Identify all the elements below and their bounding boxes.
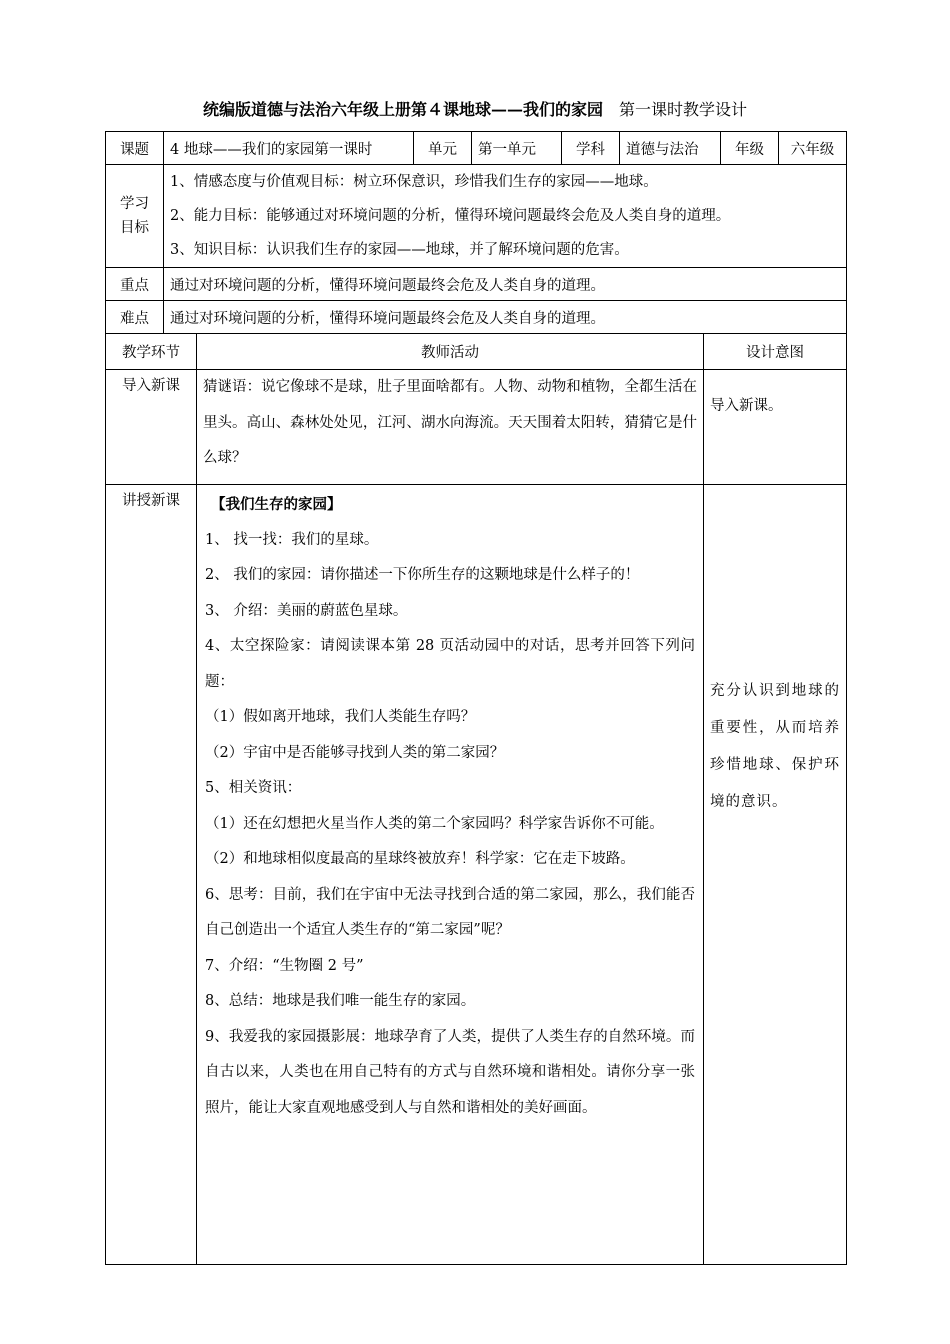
nianji-value: 六年级 bbox=[779, 132, 847, 165]
danyuan-label: 单元 bbox=[414, 132, 472, 165]
header-activity: 教师活动 bbox=[197, 334, 704, 370]
teach-item-4-2: （2）宇宙中是否能够寻找到人类的第二家园？ bbox=[205, 744, 505, 761]
nandian-value: 通过对环境问题的分析，懂得环境问题最终会危及人类自身的道理。 bbox=[164, 301, 847, 334]
danyuan-value: 第一单元 bbox=[472, 132, 562, 165]
lesson-info-table bbox=[105, 131, 847, 334]
teach-intent: 充分认识到地球的重要性，从而培养珍惜地球、保护环境的意识。 bbox=[704, 485, 847, 1265]
intro-intent: 导入新课。 bbox=[704, 370, 847, 485]
goals-label-1: 学习 bbox=[120, 196, 149, 212]
header-stage: 教学环节 bbox=[106, 334, 197, 370]
nandian-row bbox=[106, 301, 847, 334]
keti-label: 课题 bbox=[106, 132, 164, 165]
nianji-label: 年级 bbox=[721, 132, 779, 165]
goals-label-2: 目标 bbox=[120, 220, 149, 236]
teach-item-5: 5、相关资讯： bbox=[205, 780, 302, 796]
goal-3: 3、知识目标：认识我们生存的家园——地球，并了解环境问题的危害。 bbox=[170, 242, 629, 258]
keti-value: 4 地球——我们的家园第一课时 bbox=[164, 132, 414, 165]
document-title bbox=[0, 98, 950, 122]
teach-item-4-1: （1）假如离开地球，我们人类能生存吗？ bbox=[205, 709, 476, 725]
teach-item-1: 1、 找一找：我们的星球。 bbox=[205, 531, 379, 548]
zhongdian-label: 重点 bbox=[106, 268, 164, 301]
teaching-process-table bbox=[105, 333, 847, 1265]
nandian-label: 难点 bbox=[106, 301, 164, 334]
header-intent: 设计意图 bbox=[704, 334, 847, 370]
intro-activity: 猜谜语：说它像球不是球，肚子里面啥都有。人物、动物和植物，全都生活在里头。高山、森林处处见，江河、湖水向海流。天天围着太阳转，猜猜它是什么球？ bbox=[197, 370, 704, 485]
teach-item-8: 8、总结：地球是我们唯一能生存的家园。 bbox=[205, 993, 476, 1009]
teach-item-5-2: （2）和地球相似度最高的星球终被放弃！科学家：它在走下坡路。 bbox=[205, 851, 635, 867]
intro-row bbox=[106, 370, 847, 485]
xueke-value: 道德与法治 bbox=[620, 132, 721, 165]
teach-item-6: 6、思考：目前，我们在宇宙中无法寻找到合适的第二家园，那么，我们能否自己创造出一个适宜人类生存的“第二家园”呢？ bbox=[205, 886, 695, 938]
goals-row bbox=[106, 165, 847, 268]
teach-item-9: 9、我爱我的家园摄影展：地球孕育了人类，提供了人类生存的自然环境。而自古以来，人类也在用自己特有的方式与自然环境和谐相处。请你分享一张照片，能让大家直观地感受到人与自然和谐相处的美好画面。 bbox=[205, 1028, 695, 1116]
goals-label bbox=[106, 165, 164, 268]
zhongdian-row bbox=[106, 268, 847, 301]
teach-item-3: 3、 介绍：美丽的蔚蓝色星球。 bbox=[205, 602, 408, 619]
teach-heading: 【我们生存的家园】 bbox=[211, 496, 342, 513]
title-main: 统编版道德与法治六年级上册第４课地球——我们的家园 bbox=[202, 100, 603, 119]
teach-item-2: 2、 我们的家园：请你描述一下你所生存的这颗地球是什么样子的！ bbox=[205, 567, 640, 583]
xueke-label: 学科 bbox=[562, 132, 620, 165]
process-header-row bbox=[106, 334, 847, 370]
title-sub: 第一课时教学设计 bbox=[619, 100, 748, 119]
goal-1: 1、情感态度与价值观目标：树立环保意识，珍惜我们生存的家园——地球。 bbox=[170, 174, 658, 190]
intro-stage: 导入新课 bbox=[106, 370, 197, 485]
teach-stage: 讲授新课 bbox=[106, 485, 197, 1265]
teach-activity bbox=[197, 485, 704, 1265]
teach-row bbox=[106, 485, 847, 1265]
zhongdian-value: 通过对环境问题的分析，懂得环境问题最终会危及人类自身的道理。 bbox=[164, 268, 847, 301]
goal-2: 2、能力目标：能够通过对环境问题的分析，懂得环境问题最终会危及人类自身的道理。 bbox=[170, 208, 731, 224]
teach-item-4: 4、太空探险家：请阅读课本第 28 页活动园中的对话，思考并回答下列问题： bbox=[205, 638, 695, 690]
teach-item-7: 7、介绍：“生物圈 2 号” bbox=[205, 957, 364, 974]
goals-cell bbox=[164, 165, 847, 268]
teach-item-5-1: （1）还在幻想把火星当作人类的第二个家园吗？科学家告诉你不可能。 bbox=[205, 815, 664, 832]
info-row bbox=[106, 132, 847, 165]
